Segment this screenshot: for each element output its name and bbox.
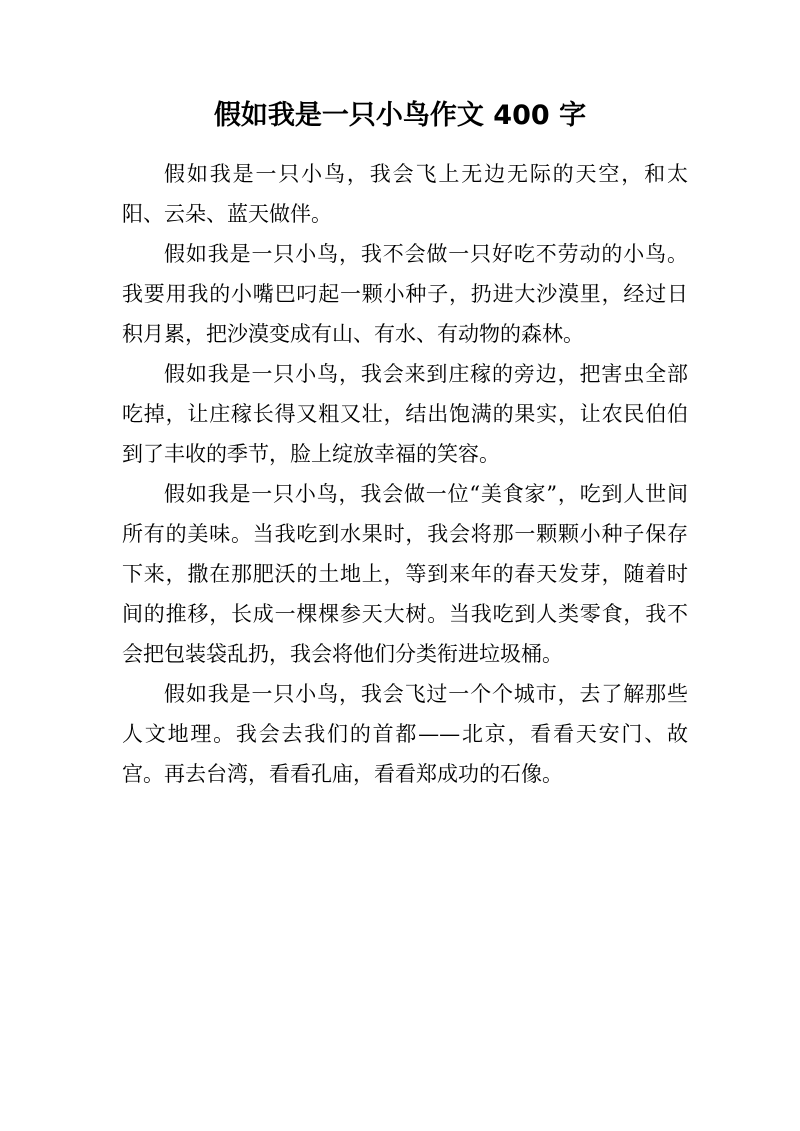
document-body [122,154,688,794]
paragraph-5: 假如我是一只小鸟，我会飞过一个个城市，去了解那些人文地理。我会去我们的首都——北京，看看天安门、故宫。再去台湾，看看孔庙，看看郑成功的石像。 [122,682,688,786]
paragraph-4: 假如我是一只小鸟，我会做一位“美食家”，吃到人世间所有的美味。当我吃到水果时，我会将那一颗颗小种子保存下来，撒在那肥沃的土地上，等到来年的春天发芽，随着时间的推移，长成一棵棵参天大树。当我吃到人类零食，我不会把包装袋乱扔，我会将他们分类衔进垃圾桶。 [122,482,688,666]
paragraph-2: 假如我是一只小鸟，我不会做一只好吃不劳动的小鸟。我要用我的小嘴巴叼起一颗小种子，扔进大沙漠里，经过日积月累，把沙漠变成有山、有水、有动物的森林。 [122,242,688,346]
paragraph-1: 假如我是一只小鸟，我会飞上无边无际的天空，和太阳、云朵、蓝天做伴。 [122,162,688,226]
document-title: 假如我是一只小鸟作文 400 字 [213,100,587,131]
paragraph-3: 假如我是一只小鸟，我会来到庄稼的旁边，把害虫全部吃掉，让庄稼长得又粗又壮，结出饱满的果实，让农民伯伯到了丰收的季节，脸上绽放幸福的笑容。 [122,362,688,466]
